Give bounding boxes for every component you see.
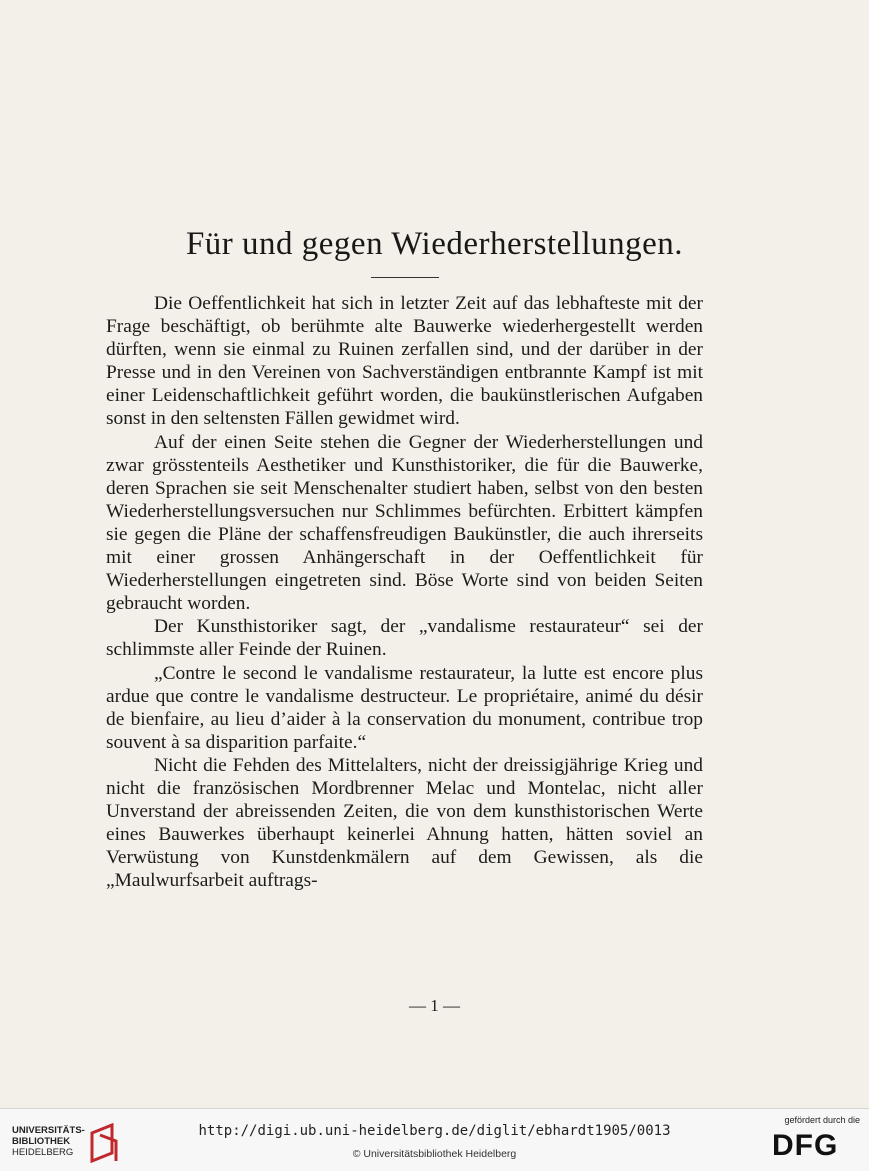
- logo-line-1: UNIVERSITÄTS-: [12, 1125, 85, 1136]
- paragraph-5: Nicht die Fehden des Mittelalters, nicht der dreissigjährige Krieg und nicht die französischen Mordbrenner Melac und Montelac, nicht aller Unverstand der abreissenden Zeiten, die von dem kunsthistorischen Werte eines Bauwerkes überhaupt keinerlei Ahnung hatten, hätten soviel an Verwüstung von Kunstdenkmälern auf dem Gewissen, als die „Maulwurfsarbeit auftrags-: [106, 754, 703, 892]
- paragraph-3: Der Kunsthistoriker sagt, der „vandalisme restaurateur“ sei der schlimmste aller Feinde der Ruinen.: [106, 616, 703, 661]
- logo-line-3: HEIDELBERG: [12, 1147, 74, 1158]
- body-text: [106, 292, 703, 892]
- paragraph-1: Die Oeffentlichkeit hat sich in letzter Zeit auf das lebhafteste mit der Frage beschäftigt, ob berühmte alte Bauwerke wiederhergestellt werden dürften, wenn sie einmal zu Ruinen zerfallen sind, und der darüber in der Presse und in den Vereinen von Sachverständigen entbrannte Kampf ist mit einer Leidenschaftlichkeit geführt worden, die baukünstlerischen Aufgaben sonst in den seltensten Fällen gewidmet wird.: [106, 293, 703, 430]
- dfg-label: gefördert durch die: [784, 1115, 860, 1125]
- paragraph-4: „Contre le second le vandalisme restaurateur, la lutte est encore plus ardue que contre le vandalisme destructeur. Le propriétaire, animé du désir de bienfaire, au lieu d’aider à la conservation du monument, contribue trop souvent à sa disparition parfaite.“: [106, 662, 703, 753]
- logo-line-2: BIBLIOTHEK: [12, 1136, 71, 1147]
- dfg-logo[interactable]: [768, 1115, 860, 1165]
- dfg-wordmark: DFG: [772, 1129, 839, 1162]
- paragraph-2: Auf der einen Seite stehen die Gegner der Wiederherstellungen und zwar grösstenteils Aesthetiker und Kunsthistoriker, die für die Bauwerke, deren Sprachen sie seit Menschenalter studiert haben, selbst von den besten Wiederherstellungsversuchen nur Schlimmes befürchten. Erbittert kämpfen sie gegen die Pläne der schaffensfreudigen Baukünstler, die auch ihrerseits mit einer grossen Anhängerschaft in der Oeffentlichkeit für Wiederherstellungen eingetreten sind. Böse Worte sind von beiden Seiten gebraucht worden.: [106, 431, 703, 615]
- page-number: — 1 —: [409, 996, 460, 1015]
- copyright-notice: © Universitätsbibliothek Heidelberg: [352, 1148, 517, 1160]
- document-url-link[interactable]: http://digi.ub.uni-heidelberg.de/diglit/ebhardt1905/0013: [198, 1123, 671, 1139]
- viewer-footer: [0, 1108, 869, 1171]
- page-title: Für und gegen Wiederherstellungen.: [185, 226, 684, 262]
- title-rule: [371, 277, 439, 278]
